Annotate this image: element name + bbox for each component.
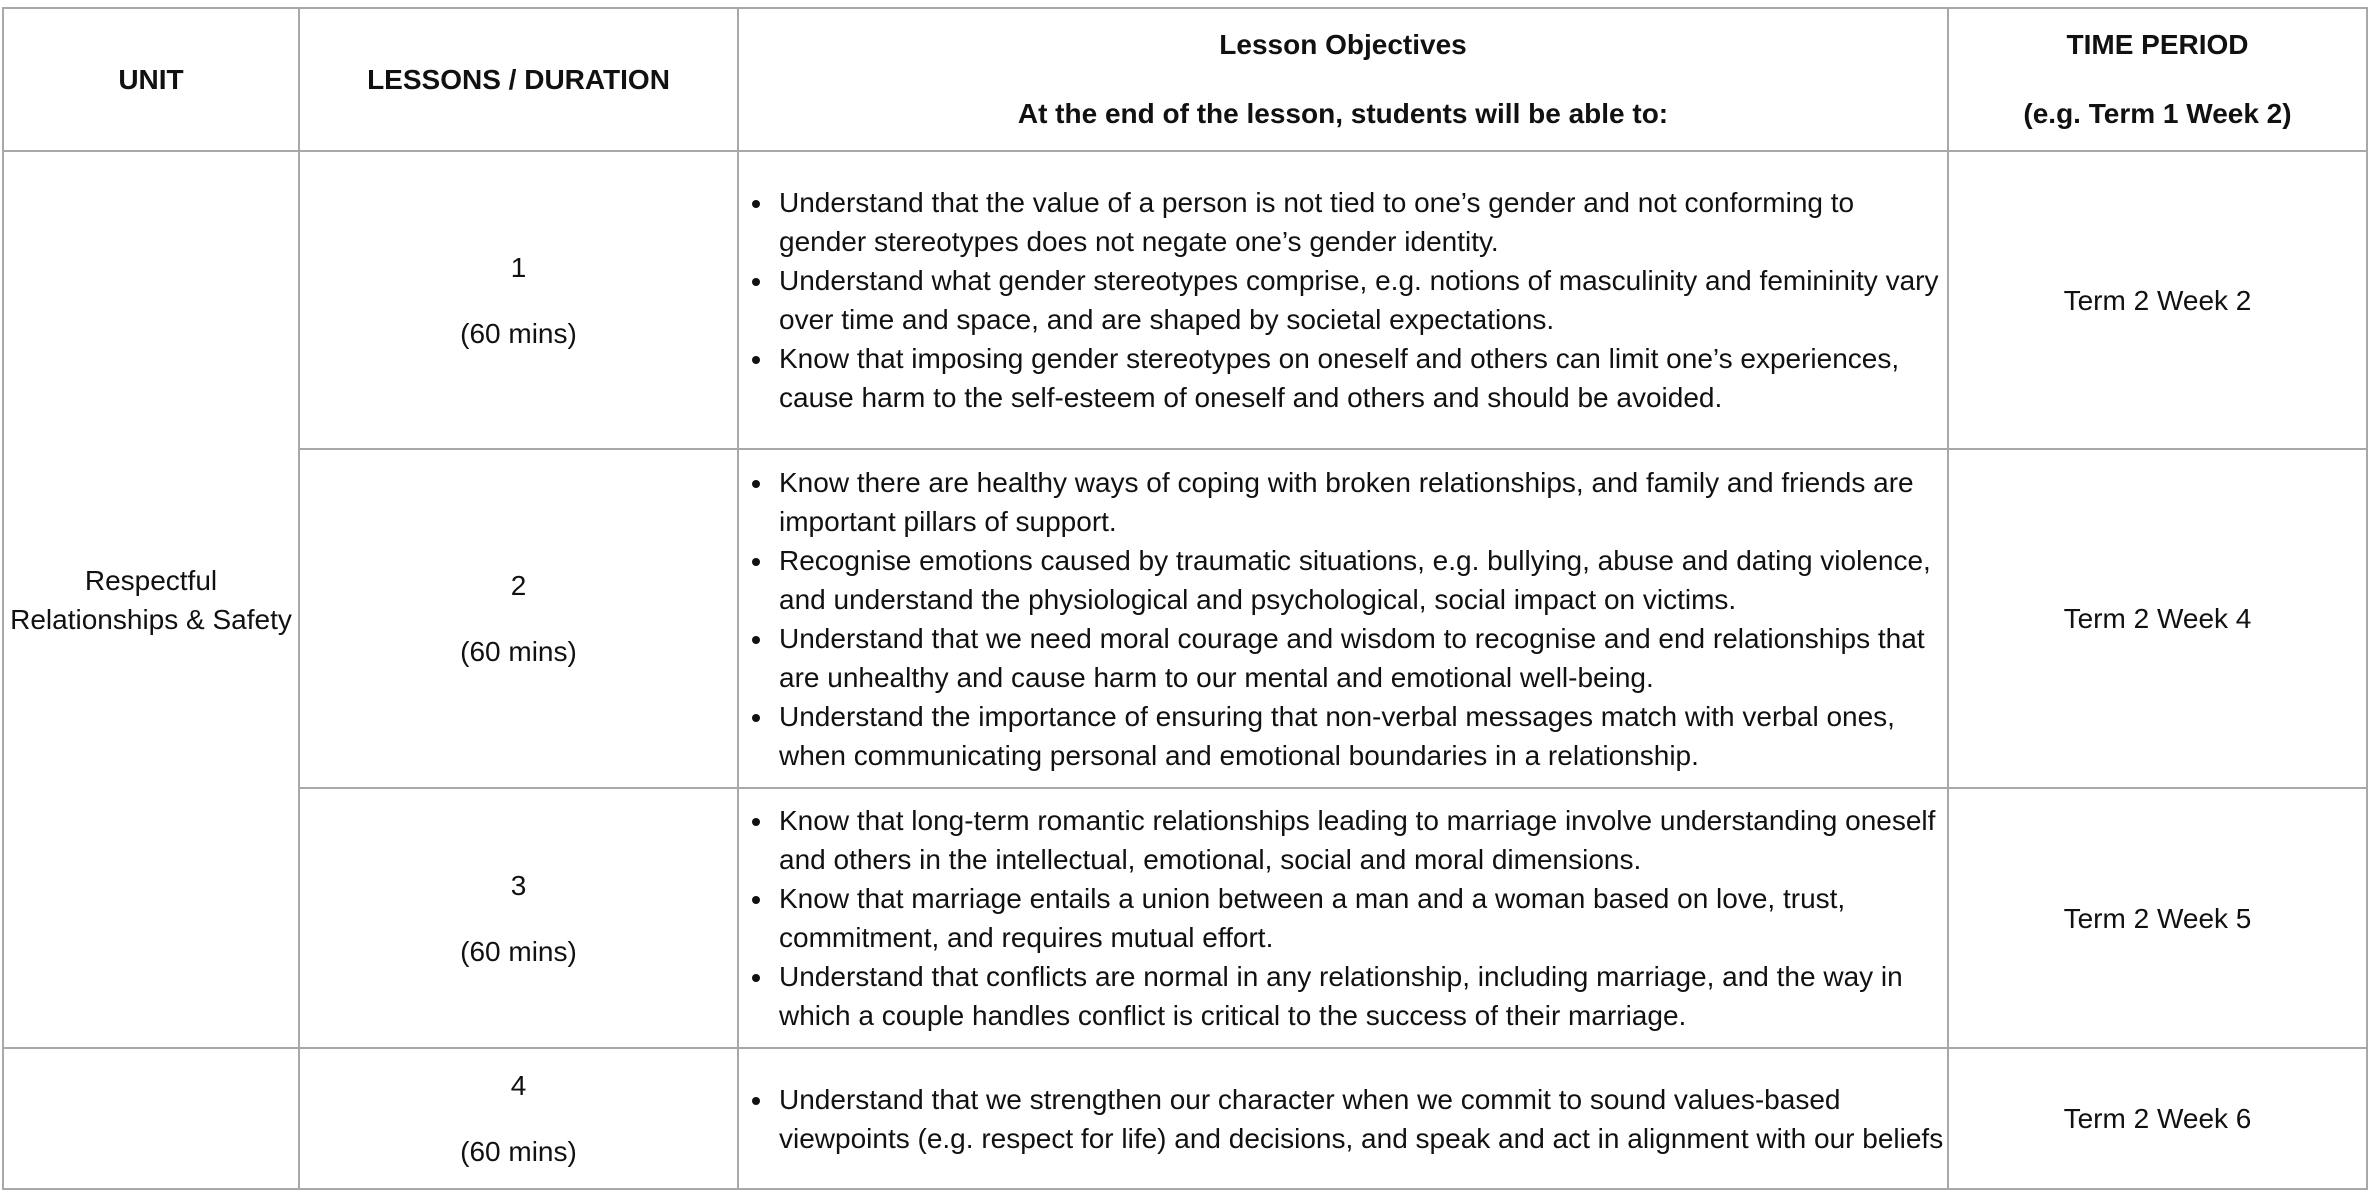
header-unit: UNIT [3,8,299,151]
lesson-number: 4 [510,1070,527,1101]
lesson-plan-table [2,7,2368,1190]
objective-item: • Understand that conflicts are normal in any relationship, including marriage, and the way in which a couple handles conflict is critical to the success of their marriage. [775,957,1947,1035]
header-lesson-objectives [738,8,1948,151]
table-row [3,449,2367,788]
lesson-number: 1 [510,251,527,283]
objective-item: • Know that marriage entails a union between a man and a woman based on love, trust, commitment, and requires mutual effort. [775,879,1947,957]
lesson-duration: (60 mins) [460,317,577,349]
header-objectives-title: Lesson Objectives [1219,29,1467,60]
lesson-duration: (60 mins) [460,935,577,967]
lesson-duration: (60 mins) [460,636,577,667]
header-time-period-example: (e.g. Term 1 Week 2) [2023,98,2292,129]
time-period-cell: Term 2 Week 4 [1948,449,2367,788]
table-row [3,1048,2367,1189]
objective-item: • Know there are healthy ways of coping with broken relationships, and family and friends are important pillars of support. [775,463,1947,541]
lesson-cell [299,151,738,449]
objectives-list [739,1080,1947,1158]
header-objectives-subtitle: At the end of the lesson, students will be able to: [1017,98,1669,129]
objective-item: • Know that long-term romantic relationships leading to marriage involve understanding oneself and others in the intellectual, emotional, social and moral dimensions. [775,801,1947,879]
table-header-row [3,8,2367,151]
objective-item: • Understand what gender stereotypes comprise, e.g. notions of masculinity and femininity vary over time and space, and are shaped by societal expectations. [775,261,1947,339]
objectives-list [739,183,1947,417]
objectives-cell [738,1048,1948,1189]
time-period-cell: Term 2 Week 6 [1948,1048,2367,1189]
header-lessons-duration: LESSONS / DURATION [299,8,738,151]
table-row [3,788,2367,1048]
unit-cell-respectful-relationships: Respectful Relationships & Safety [3,151,299,1048]
objective-item: • Know that imposing gender stereotypes on oneself and others can limit one’s experiences, cause harm to the self-esteem of oneself and others and should be avoided. [775,339,1947,417]
lesson-cell [299,1048,738,1189]
objective-item: • Recognise emotions caused by traumatic situations, e.g. bullying, abuse and dating violence, and understand the physiological and psychological, social impact on victims. [775,541,1947,619]
header-time-period-title: TIME PERIOD [2066,29,2249,60]
objective-item: • Understand that the value of a person is not tied to one’s gender and not conforming to gender stereotypes does not negate one’s gender identity. [775,183,1947,261]
time-period-cell: Term 2 Week 2 [1948,151,2367,449]
objectives-list [739,463,1947,775]
header-time-period [1948,8,2367,151]
objectives-list [739,801,1947,1035]
lesson-cell [299,788,738,1048]
objectives-cell [738,788,1948,1048]
objective-item: • Understand that we need moral courage and wisdom to recognise and end relationships that are unhealthy and cause harm to our mental and emotional well-being. [775,619,1947,697]
objective-item: • Understand the importance of ensuring that non-verbal messages match with verbal ones, when communicating personal and emotional boundaries in a relationship. [775,697,1947,775]
time-period-cell: Term 2 Week 5 [1948,788,2367,1048]
objectives-cell [738,449,1948,788]
objective-item: • Understand that we strengthen our character when we commit to sound values-based viewpoints (e.g. respect for life) and decisions, and speak and act in alignment with our beliefs [775,1080,1947,1158]
table-row [3,151,2367,449]
lesson-cell [299,449,738,788]
lesson-duration: (60 mins) [460,1136,577,1167]
unit-cell-empty [3,1048,299,1189]
lesson-number: 2 [510,570,527,601]
lesson-number: 3 [510,869,527,901]
objectives-cell [738,151,1948,449]
